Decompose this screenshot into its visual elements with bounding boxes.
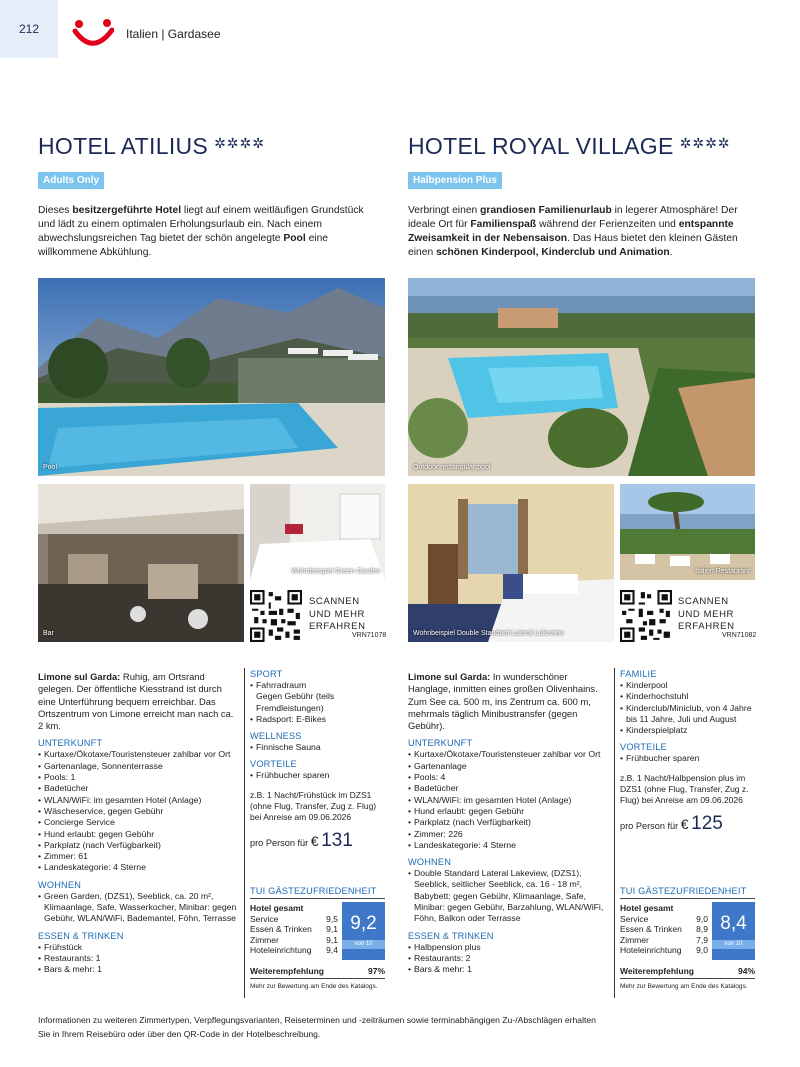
hotel-photo-main: [38, 278, 385, 476]
price-value: 125: [691, 812, 723, 834]
wohnen-list: [38, 891, 238, 925]
list-item: • Zimmer: 226: [408, 829, 608, 840]
essen-list: [38, 942, 238, 976]
hotel-photo-left: [408, 484, 614, 642]
rating-row: Hoteleinrichtung 9,0: [620, 945, 708, 955]
hotel-photo-left: [38, 484, 244, 642]
section-title: WELLNESS: [250, 731, 302, 742]
list-item: • Kinderspielplatz: [620, 725, 755, 736]
photo-caption: Outdoor rectangular pool: [413, 464, 491, 472]
section-title: ESSEN & TRINKEN: [408, 930, 494, 941]
score-box: 8,4 von 10: [712, 902, 755, 960]
score-box: 9,2 von 10: [342, 902, 385, 960]
rating-row: Zimmer 9,1: [250, 934, 338, 945]
section-title: VORTEILE: [620, 742, 667, 753]
list-item: • Double Standard Lateral Lakeview, (DZS1), Seeblick, seitlicher Seeblick, ca. 16 - 18 m², Babybett: gegen Gebühr, Klimaanlage, Safe, Minibar: gegen Gebühr, Barzahlung, WLAN/WiFi, Föhn, Balkon oder Terrasse: [408, 868, 608, 924]
scan-text: SCANNEN UND MEHR ERFAHREN: [309, 596, 366, 632]
photo-caption: Wohnbeispiel Double Standard Lateral Lakeview: [413, 630, 564, 638]
list-item: • Wäscheservice, gegen Gebühr: [38, 806, 238, 817]
rating-table: Hotel gesamt Service 9,0 Essen & Trinken 8,9 Zimmer 7,9 Hoteleinrichtung 9,0: [620, 903, 708, 955]
hotel-details-right: [250, 669, 385, 853]
price-note: z.B. 1 Nacht/Frühstück im DZS1 (ohne Flug, Transfer, Zug z. Flug) bei Anreise am 09.06.2026: [250, 789, 377, 822]
hotel-title: HOTEL ATILIUS ✲✲✲✲: [38, 133, 265, 159]
list-item: • Hund erlaubt: gegen Gebühr: [38, 829, 238, 840]
rating-title: TUI GÄSTEZUFRIEDENHEIT: [250, 886, 377, 896]
rating-table: Hotel gesamt Service 9,5 Essen & Trinken 9,1 Zimmer 9,1 Hoteleinrichtung 9,4: [250, 903, 338, 955]
location-text: Limone sul Garda: In wunderschöner Hanglage, inmitten eines großen Olivenhains. Zum See ca. 500 m, ins Zentrum ca. 600 m, mehrmals täglich Minibustransfer (gegen Gebühr).: [408, 671, 598, 732]
qr-code-icon[interactable]: [250, 590, 302, 642]
tui-logo-icon: [72, 18, 114, 48]
rating-row: Essen & Trinken 8,9: [620, 924, 708, 934]
list-item: • Badetücher: [38, 783, 238, 794]
list-item: • Fahrradraum: [250, 680, 385, 691]
price-note: z.B. 1 Nacht/Halbpension plus im DZS1 (ohne Flug, Transfer, Zug z. Flug) bei Anreise am 09.06.2026: [620, 772, 749, 805]
stars-icon: ✲✲✲✲: [214, 135, 265, 151]
footer-note: Informationen zu weiteren Zimmertypen, Verpflegungsvarianten, Reiseterminen und -zeiträumen sowie terminabhängigen Zu-/Abschlägen erhalten Sie in Ihrem Reisebüro oder über den QR-Code in der Hotelbeschreibung.: [38, 1015, 596, 1039]
rating-row: Zimmer 7,9: [620, 934, 708, 945]
price-value: 131: [321, 829, 353, 851]
hotel-photo-right: [620, 484, 755, 580]
list-item: • Badetücher: [408, 783, 608, 794]
location-text: Limone sul Garda: Ruhig, am Ortsrand gelegen. Der öffentliche Kiesstrand ist durch eine Unterführung bequem erreichbar. Das Ortszentrum von Limone erreicht man nach ca. 2 km.: [38, 671, 234, 732]
list-item: • Pools: 1: [38, 772, 238, 783]
scan-text: SCANNEN UND MEHR ERFAHREN: [678, 596, 735, 632]
section-list: [250, 680, 385, 725]
price-line: pro Person für € 131: [250, 829, 353, 851]
section-list: [620, 680, 755, 736]
breadcrumb: Italien | Gardasee: [126, 27, 221, 41]
section-title: WOHNEN: [408, 857, 452, 868]
unterkunft-list: [38, 749, 238, 873]
list-item: • Kinderclub/Miniclub, von 4 Jahre bis 11 Jahre, Juli und August: [620, 703, 755, 726]
section-title: VORTEILE: [250, 759, 297, 770]
list-item: • Restaurants: 2: [408, 953, 608, 964]
rating-note: Mehr zur Bewertung am Ende des Katalogs.: [620, 983, 748, 990]
list-item: • Gartenanlage: [408, 761, 608, 772]
list-item: • Parkplatz (nach Verfügbarkeit): [38, 840, 238, 851]
section-title: ESSEN & TRINKEN: [38, 930, 124, 941]
list-item: • WLAN/WiFi: im gesamten Hotel (Anlage): [408, 795, 608, 806]
list-item: • Frühstück: [38, 942, 238, 953]
rating-title: TUI GÄSTEZUFRIEDENHEIT: [620, 886, 747, 896]
section-title: UNTERKUNFT: [408, 738, 473, 749]
hotel-badge: Adults Only: [38, 172, 104, 189]
rating-row: Essen & Trinken 9,1: [250, 924, 338, 934]
rating-row: Service 9,5: [250, 913, 338, 924]
rating-note: Mehr zur Bewertung am Ende des Katalogs.: [250, 983, 378, 990]
section-title: SPORT: [250, 669, 283, 679]
section-list: [620, 753, 755, 764]
list-item: • Landeskategorie: 4 Sterne: [408, 840, 608, 851]
photo-caption: Italien Restaurant: [695, 568, 750, 576]
section-list: [250, 770, 385, 781]
recommend-row: Weiterempfehlung 97%: [250, 966, 385, 976]
hotel-details-right: [620, 669, 755, 836]
vrn-code: VRN71078: [352, 632, 387, 639]
recommend-row: Weiterempfehlung 94%: [620, 966, 755, 976]
list-item: • Zimmer: 61: [38, 851, 238, 862]
price-line: pro Person für € 125: [620, 812, 723, 834]
hotel-intro: Dieses besitzergeführte Hotel liegt auf einem weitläufigen Grundstück und lädt zu einem optimalen Erholungsurlaub ein. Nach einem abwechslungsreichen Tag bietet der schön angelegte Pool eine willkommene Abkühlung.: [38, 205, 364, 258]
section-title: WOHNEN: [38, 879, 82, 890]
list-item: • Green Garden, (DZS1), Seeblick, ca. 20 m², Klimaanlage, Safe, Wasserkocher, Minibar: gegen Gebühr, WLAN/WiFi, Bademantel, Föhn, Terrasse: [38, 891, 238, 925]
hotel-badge: Halbpension Plus: [408, 172, 502, 189]
photo-caption: Bar: [43, 630, 54, 638]
wohnen-list: [408, 868, 608, 924]
list-item: • Gartenanlage, Sonnenterrasse: [38, 761, 238, 772]
photo-caption: Pool: [43, 464, 58, 472]
rating-row: Hoteleinrichtung 9,4: [250, 945, 338, 955]
list-item: • Halbpension plus: [408, 942, 608, 953]
hotel-details-left: [408, 671, 608, 976]
section-title: FAMILIE: [620, 669, 657, 679]
photo-caption: Wohnbeispiel Green Garden: [291, 568, 380, 576]
vrn-code: VRN71082: [722, 632, 757, 639]
rating-row: Service 9,0: [620, 913, 708, 924]
section-list: [250, 742, 385, 753]
list-item: • Frühbucher sparen: [620, 753, 755, 764]
hotel-title: HOTEL ROYAL VILLAGE ✲✲✲✲: [408, 133, 731, 159]
list-item: • Parkplatz (nach Verfügbarkeit): [408, 817, 608, 828]
qr-code-icon[interactable]: [620, 590, 672, 642]
list-item: • Kinderpool: [620, 680, 755, 691]
list-item: • Kinderhochstuhl: [620, 691, 755, 702]
list-item: • Bars & mehr: 1: [408, 964, 608, 975]
unterkunft-list: [408, 749, 608, 851]
stars-icon: ✲✲✲✲: [679, 135, 731, 151]
hotel-details-left: [38, 671, 238, 976]
essen-list: [408, 942, 608, 976]
list-item: • Kurtaxe/Ökotaxe/Touristensteuer zahlbar vor Ort: [38, 749, 238, 760]
list-item: • Hund erlaubt: gegen Gebühr: [408, 806, 608, 817]
hotel-photo-main: [408, 278, 755, 476]
list-item: • Radsport: E-Bikes: [250, 714, 385, 725]
list-item: • Concierge Service: [38, 817, 238, 828]
list-item: Gegen Gebühr (teils Fremdleistungen): [256, 691, 335, 713]
hotel-photo-right: [250, 484, 385, 580]
list-item: • Finnische Sauna: [250, 742, 385, 753]
list-item: • Frühbucher sparen: [250, 770, 385, 781]
section-title: UNTERKUNFT: [38, 738, 103, 749]
page-number: 212: [0, 0, 58, 58]
hotel-intro: Verbringt einen grandiosen Familienurlaub in legerer Atmosphäre! Der ideale Ort für Familienspaß während der Ferienzeiten und entspannte Zweisamkeit in der Nebensaison. Das Haus bietet den kleinen Gästen einen schönen Kinderpool, Kinderclub und Animation.: [408, 205, 738, 258]
list-item: • Restaurants: 1: [38, 953, 238, 964]
list-item: • Landeskategorie: 4 Sterne: [38, 862, 238, 873]
list-item: • WLAN/WiFi: im gesamten Hotel (Anlage): [38, 795, 238, 806]
list-item: • Bars & mehr: 1: [38, 964, 238, 975]
list-item: • Kurtaxe/Ökotaxe/Touristensteuer zahlbar vor Ort: [408, 749, 608, 760]
list-item: • Pools: 4: [408, 772, 608, 783]
